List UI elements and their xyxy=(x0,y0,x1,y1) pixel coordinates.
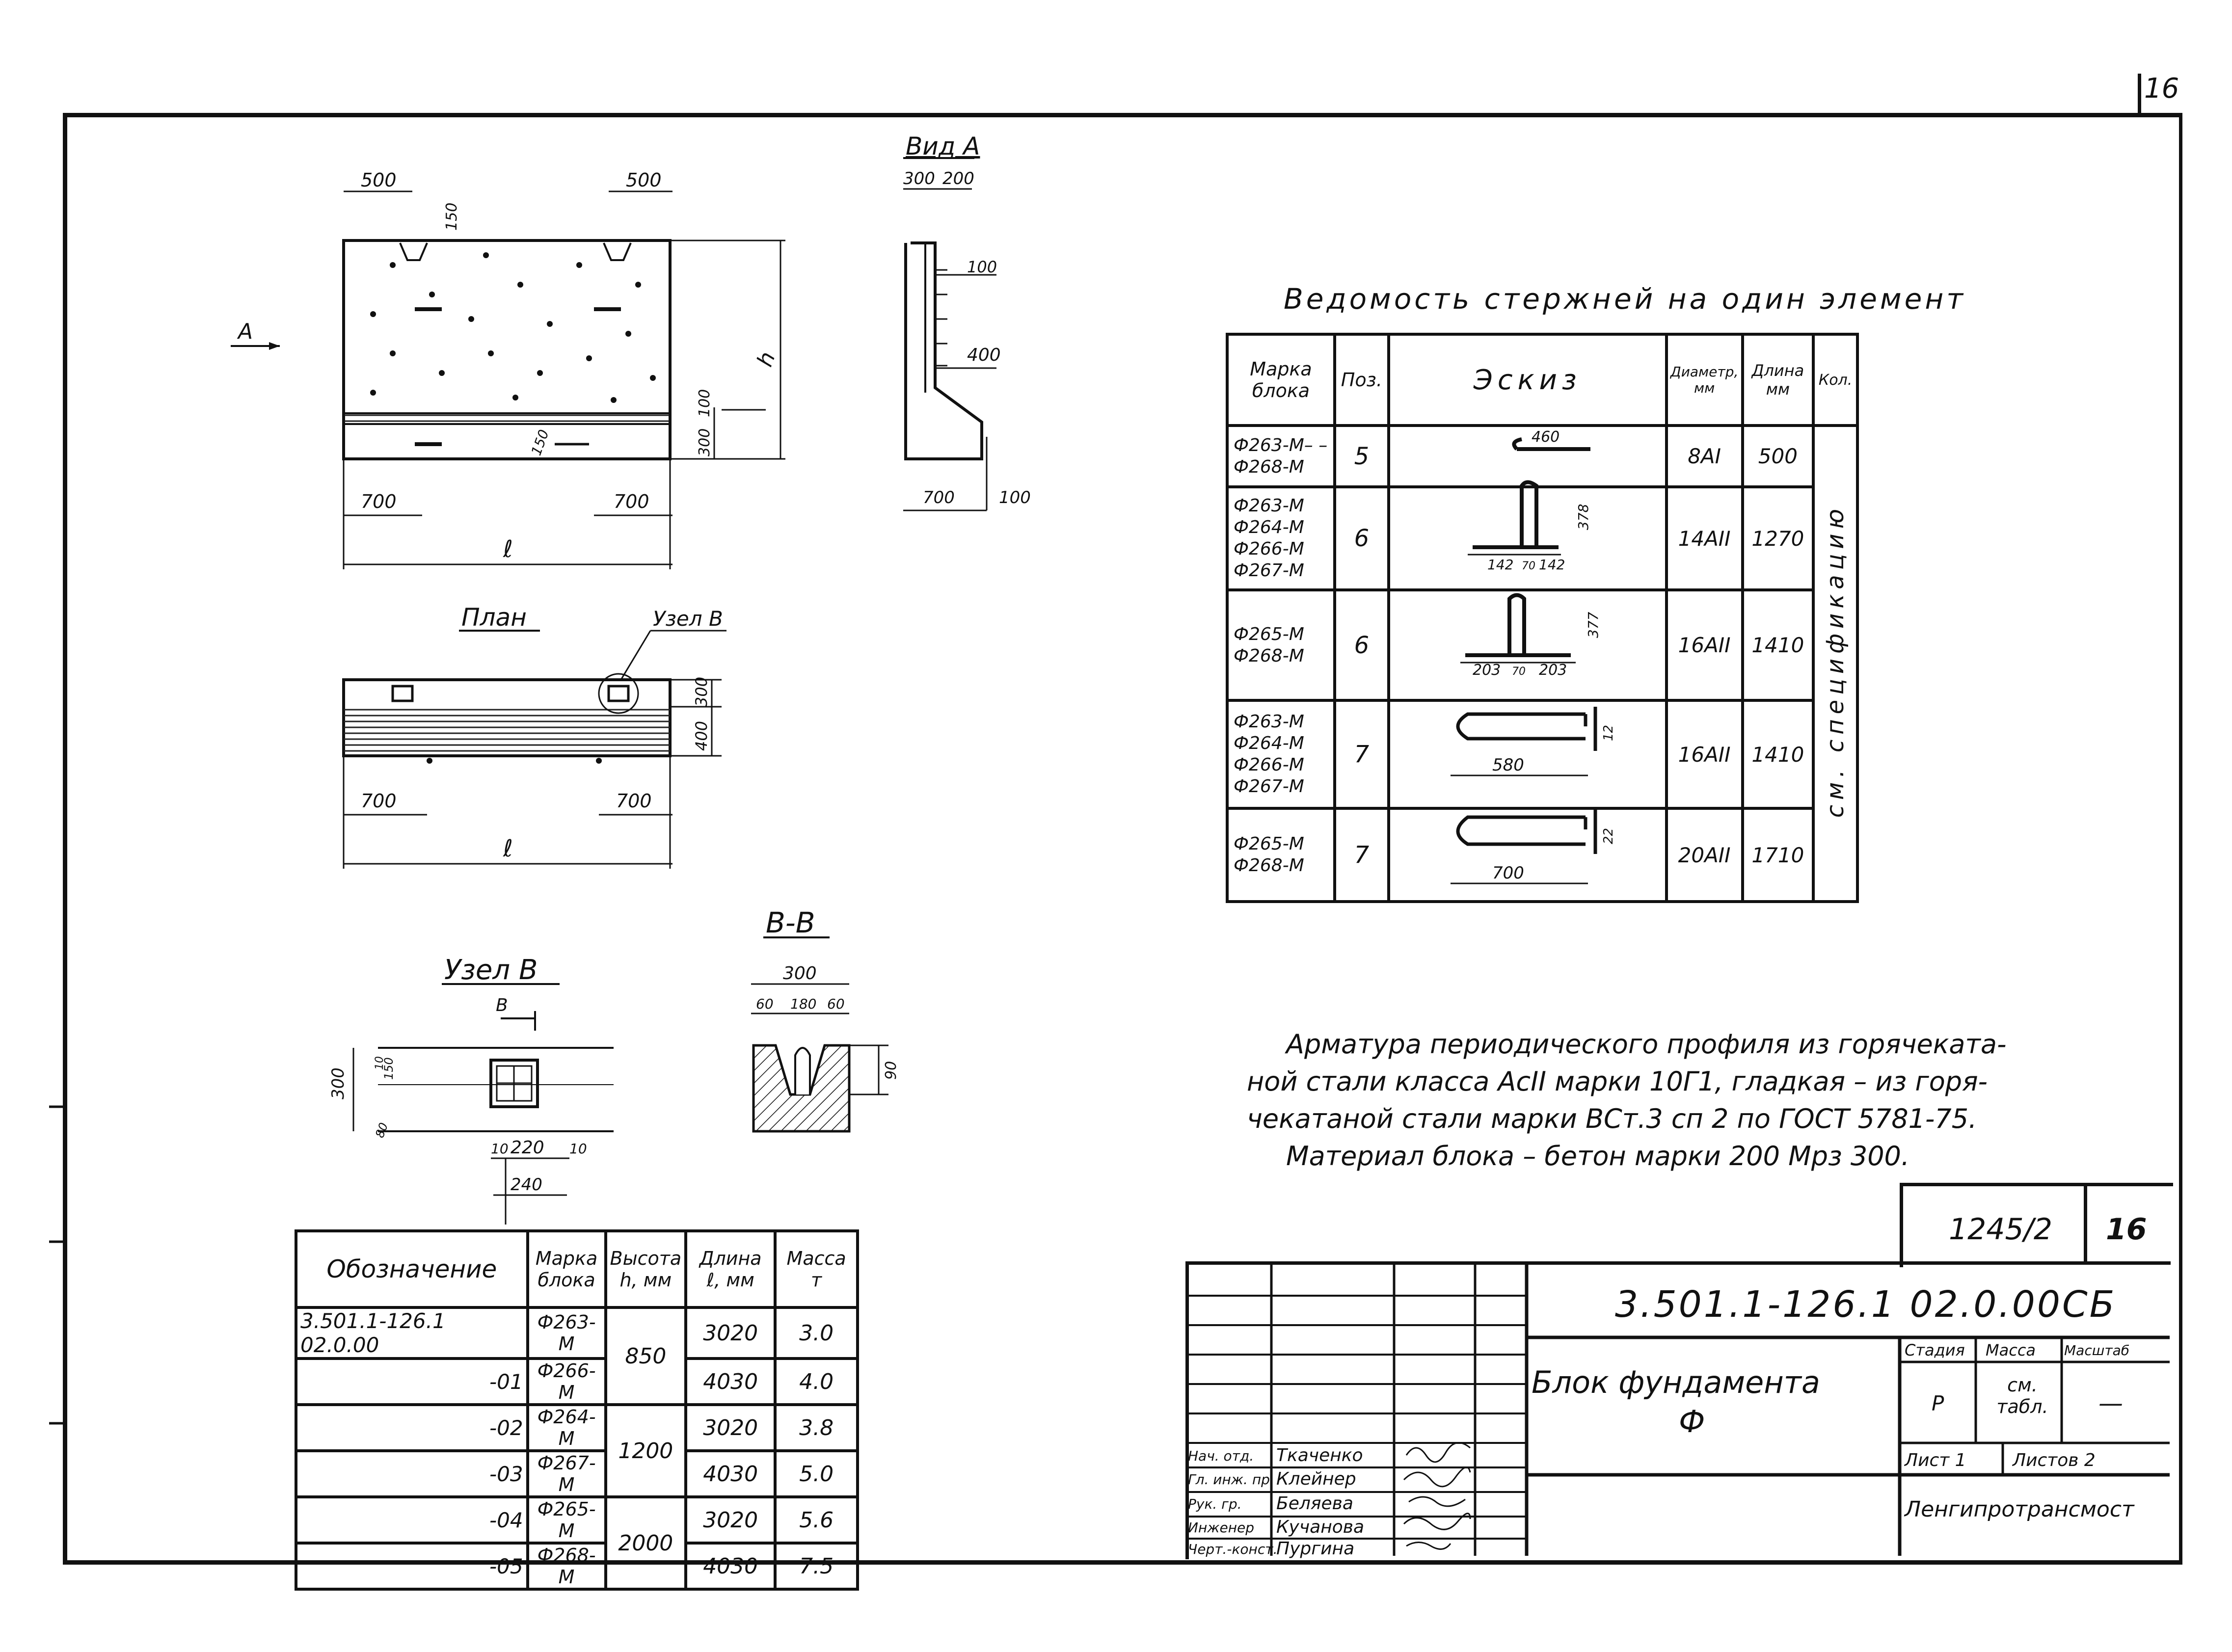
view-a-arrow-label: А xyxy=(238,319,253,344)
plan-dim-bottom-right: 700 xyxy=(616,790,652,812)
rebar-header-pos: Поз. xyxy=(1335,334,1389,426)
view-a-dim-300: 300 xyxy=(903,169,935,188)
node-b xyxy=(328,954,614,1225)
rebar-qty-note-cell xyxy=(1813,426,1857,902)
rebar-row-diameter: 16АII xyxy=(1667,700,1743,808)
front-dim-top-right: 500 xyxy=(626,169,662,191)
spec-row-designation: -01 xyxy=(296,1359,528,1405)
title-block-sheets: Листов 2 xyxy=(2013,1450,2096,1470)
node-b-dim-bottom-220: 220 xyxy=(511,1138,544,1158)
spec-header-mark: Марка блока xyxy=(528,1231,606,1307)
title-block-scale-label: Масштаб xyxy=(2064,1342,2130,1359)
front-dim-right-100: 100 xyxy=(696,389,713,417)
rebar-row-pos: 7 xyxy=(1335,808,1389,902)
spec-row-mark: Ф264-М xyxy=(528,1405,606,1451)
rebar-row-marks: Ф263-М Ф264-М Ф266-М Ф267-М xyxy=(1227,700,1335,808)
section-bb-title: В-В xyxy=(766,906,815,939)
signature-name: Пургина xyxy=(1276,1539,1355,1559)
signature-role: Черт.-конст. xyxy=(1188,1541,1278,1557)
sketch-dim-12: 12 xyxy=(1601,724,1616,741)
sketch-dim-142b: 142 xyxy=(1539,557,1565,573)
plan-node-ref: Узел В xyxy=(653,607,723,631)
spec-row xyxy=(296,1543,858,1589)
rebar-row-length: 1270 xyxy=(1743,487,1814,590)
rebar-row xyxy=(1227,700,1857,808)
plan-title: План xyxy=(461,603,527,632)
rebar-row xyxy=(1227,590,1857,700)
signature-name: Клейнер xyxy=(1276,1469,1356,1489)
rebar-row xyxy=(1227,426,1857,487)
rebar-row-diameter: 8АI xyxy=(1667,426,1743,487)
rebar-schedule-table xyxy=(1226,333,1859,903)
spec-row-mark: Ф263-М xyxy=(528,1307,606,1359)
node-b-dim-bottom-240: 240 xyxy=(511,1175,542,1195)
sketch-dim-378: 378 xyxy=(1575,504,1591,530)
title-block-code-divider xyxy=(2084,1183,2087,1264)
spec-row-mark: Ф265-М xyxy=(528,1497,606,1543)
rebar-row-marks: Ф265-М Ф268-М xyxy=(1227,808,1335,902)
node-b-title: Узел В xyxy=(444,954,538,986)
sketch-dim-22: 22 xyxy=(1601,827,1616,844)
spec-row-height: 850 xyxy=(606,1307,686,1405)
rebar-row-diameter: 20АII xyxy=(1667,808,1743,902)
view-a-dim-bottom-100: 100 xyxy=(999,488,1031,507)
front-view xyxy=(231,169,785,569)
rebar-row-sketch xyxy=(1389,700,1667,808)
front-dim-length: ℓ xyxy=(503,535,513,563)
spec-row-length: 4030 xyxy=(686,1359,775,1405)
view-a-dim-bottom-700: 700 xyxy=(923,488,955,507)
signature-scribbles xyxy=(1397,1438,1475,1556)
section-bb-dim-300: 300 xyxy=(783,963,817,984)
spec-row-mass: 5.6 xyxy=(775,1497,858,1543)
spec-row-mark: Ф267-М xyxy=(528,1451,606,1497)
title-block-name-mark: Ф xyxy=(1679,1404,1705,1439)
view-a-dim-right-400: 400 xyxy=(967,345,1001,365)
rebar-row-marks: Ф263-М Ф264-М Ф266-М Ф267-М xyxy=(1227,487,1335,590)
spec-row-length: 3020 xyxy=(686,1405,775,1451)
spec-row-length: 4030 xyxy=(686,1543,775,1589)
rebar-header-sketch: Эскиз xyxy=(1389,334,1667,426)
rebar-row-length: 1410 xyxy=(1743,700,1814,808)
spec-header-height: Высота h, мм xyxy=(606,1231,686,1307)
signature-name: Беляева xyxy=(1276,1493,1353,1514)
section-bb xyxy=(751,906,900,1131)
rebar-row-pos: 6 xyxy=(1335,590,1389,700)
spec-row-length: 4030 xyxy=(686,1451,775,1497)
rebar-row-length: 1710 xyxy=(1743,808,1814,902)
spec-row-height: 1200 xyxy=(606,1405,686,1497)
title-block-name: Блок фундамента xyxy=(1532,1364,1820,1400)
spec-header-length: Длина ℓ, мм xyxy=(686,1231,775,1307)
sketch-dim-203b: 203 xyxy=(1539,662,1567,679)
spec-row-height: 2000 xyxy=(606,1497,686,1589)
signature-role: Нач. отд. xyxy=(1188,1448,1254,1464)
title-block-stage: Р xyxy=(1932,1391,1944,1415)
spec-row-mass: 4.0 xyxy=(775,1359,858,1405)
title-block-mass: см. табл. xyxy=(1996,1374,2048,1417)
node-b-dim-300: 300 xyxy=(328,1067,348,1099)
rebar-row xyxy=(1227,487,1857,590)
spec-row-designation: -04 xyxy=(296,1497,528,1543)
specification-table xyxy=(295,1229,859,1591)
title-block-sheet: Лист 1 xyxy=(1905,1450,1966,1470)
title-block-project-sheet: 16 xyxy=(2106,1212,2147,1247)
sketch-dim-142a: 142 xyxy=(1487,557,1514,573)
signature-name: Ткаченко xyxy=(1276,1445,1363,1465)
spec-row-designation: -05 xyxy=(296,1543,528,1589)
spec-row-length: 3020 xyxy=(686,1307,775,1359)
section-bb-dim-180: 180 xyxy=(790,996,817,1012)
sketch-dim-70b: 70 xyxy=(1512,666,1526,678)
signature-name: Кучанова xyxy=(1276,1517,1365,1537)
spec-row xyxy=(296,1359,858,1405)
section-bb-dim-60a: 60 xyxy=(756,996,774,1012)
sketch-dim-377: 377 xyxy=(1585,612,1601,638)
rebar-schedule-title: Ведомость стержней на один элемент xyxy=(1284,282,1966,316)
plan-dim-length: ℓ xyxy=(503,835,513,862)
rebar-row-marks: Ф263-М– –Ф268-М xyxy=(1227,426,1335,487)
spec-row-mass: 5.0 xyxy=(775,1451,858,1497)
spec-row xyxy=(296,1307,858,1359)
rebar-row-diameter: 16АII xyxy=(1667,590,1743,700)
spec-row xyxy=(296,1497,858,1543)
title-block-mass-label: Масса xyxy=(1986,1341,2036,1359)
rebar-row-pos: 5 xyxy=(1335,426,1389,487)
rebar-header-mark: Марка блока xyxy=(1227,334,1335,426)
rebar-row-pos: 6 xyxy=(1335,487,1389,590)
plan-dim-right-400: 400 xyxy=(692,720,711,751)
general-notes xyxy=(1247,1026,2121,1175)
rebar-qty-note: см. спецификацию xyxy=(1822,504,1850,818)
rebar-row-pos: 7 xyxy=(1335,700,1389,808)
title-block-stage-label: Стадия xyxy=(1905,1341,1965,1359)
view-a-dim-200: 200 xyxy=(942,169,974,188)
node-b-dim-small-1: 10 xyxy=(374,1056,386,1070)
node-b-dim-bottom-10b: 10 xyxy=(569,1141,587,1157)
front-dim-bottom-left: 700 xyxy=(361,491,397,512)
rebar-row-sketch xyxy=(1389,426,1667,487)
rebar-row-sketch xyxy=(1389,808,1667,902)
sheet-number: 16 xyxy=(2144,73,2179,105)
front-dim-top-left: 500 xyxy=(361,169,397,191)
spec-header-designation: Обозначение xyxy=(296,1231,528,1307)
signature-role: Гл. инж. пр. xyxy=(1188,1471,1274,1488)
rebar-header-qty: Кол. xyxy=(1813,334,1857,426)
front-dim-mid: 150 xyxy=(528,427,552,458)
rebar-row xyxy=(1227,808,1857,902)
title-block-scale: — xyxy=(2098,1389,2123,1417)
spec-header-row xyxy=(296,1231,858,1307)
front-dim-height: h xyxy=(752,348,780,370)
sketch-dim-460: 460 xyxy=(1532,428,1560,446)
node-b-dim-small-3: 80 xyxy=(373,1120,391,1140)
rebar-row-sketch xyxy=(1389,590,1667,700)
note-line: ной стали класса АсII марки 10Г1, гладкая – из горя- xyxy=(1247,1066,1988,1097)
spec-row-designation: -02 xyxy=(296,1405,528,1451)
spec-row-mass: 3.0 xyxy=(775,1307,858,1359)
rebar-header-length: Длина мм xyxy=(1743,334,1814,426)
front-dim-top-vertical: 150 xyxy=(443,202,460,231)
note-line: Арматура периодического профиля из горячеката- xyxy=(1286,1029,2007,1060)
margin-ticks xyxy=(49,1107,66,1423)
title-block-project-code: 1245/2 xyxy=(1949,1212,2053,1247)
spec-row-designation: -03 xyxy=(296,1451,528,1497)
rebar-header-diameter: Диаметр, мм xyxy=(1667,334,1743,426)
spec-row xyxy=(296,1451,858,1497)
signature-role: Инженер xyxy=(1188,1519,1255,1536)
title-block-organization: Ленгипротрансмост xyxy=(1905,1497,2134,1522)
title-block-drawing-code: 3.501.1-126.1 02.0.00СБ xyxy=(1615,1283,2117,1326)
front-dim-bottom-right: 700 xyxy=(614,491,649,512)
node-b-dim-bottom-10a: 10 xyxy=(491,1141,509,1157)
rebar-row-marks: Ф265-М Ф268-М xyxy=(1227,590,1335,700)
note-line: Материал блока – бетон марки 200 Мрз 300. xyxy=(1286,1141,1910,1172)
section-bb-dim-90: 90 xyxy=(883,1061,900,1080)
plan-view xyxy=(344,603,726,869)
node-b-dim-small-2: 150 xyxy=(382,1057,396,1080)
view-a xyxy=(903,132,1031,510)
node-b-section-mark: В xyxy=(496,995,508,1015)
rebar-row-length: 500 xyxy=(1743,426,1814,487)
spec-header-mass: Масса т xyxy=(775,1231,858,1307)
view-a-dim-right-100: 100 xyxy=(967,258,997,276)
section-bb-dim-60b: 60 xyxy=(827,996,845,1012)
spec-row-mass: 3.8 xyxy=(775,1405,858,1451)
sketch-dim-203a: 203 xyxy=(1473,662,1501,679)
sketch-dim-700: 700 xyxy=(1492,863,1524,883)
rebar-header-row xyxy=(1227,334,1857,426)
sketch-dim-580: 580 xyxy=(1492,755,1524,775)
spec-row-mark: Ф266-М xyxy=(528,1359,606,1405)
spec-row-mass: 7.5 xyxy=(775,1543,858,1589)
spec-row xyxy=(296,1405,858,1451)
rebar-row-length: 1410 xyxy=(1743,590,1814,700)
plan-dim-right-300: 300 xyxy=(692,676,711,707)
spec-row-length: 3020 xyxy=(686,1497,775,1543)
view-a-title: Вид А xyxy=(906,132,980,160)
rebar-row-sketch xyxy=(1389,487,1667,590)
plan-dim-bottom-left: 700 xyxy=(361,790,397,812)
note-line: чекатаной стали марки ВСт.3 сп 2 по ГОСТ 5781-75. xyxy=(1247,1103,1977,1134)
rebar-row-diameter: 14АII xyxy=(1667,487,1743,590)
spec-row-mark: Ф268-М xyxy=(528,1543,606,1589)
front-dim-right-300: 300 xyxy=(696,428,713,456)
sketch-dim-70a: 70 xyxy=(1522,560,1535,572)
spec-row-designation: 3.501.1-126.1 02.0.00 xyxy=(296,1307,528,1359)
signature-role: Рук. гр. xyxy=(1188,1496,1242,1512)
